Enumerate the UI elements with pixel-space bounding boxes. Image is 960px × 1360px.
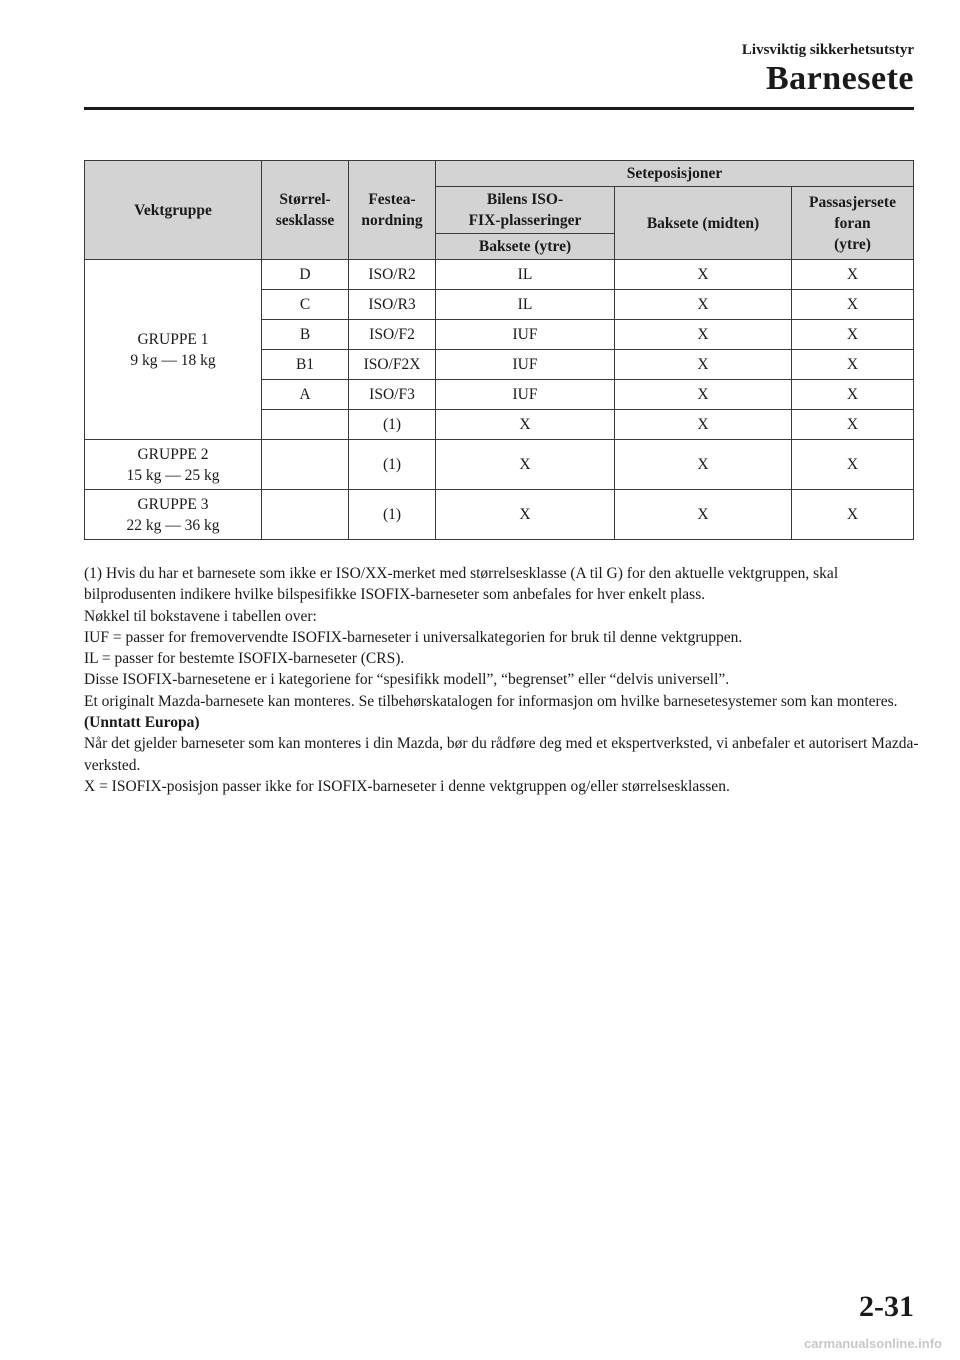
cell-festeanordning: (1)	[349, 410, 436, 440]
cell-festeanordning: ISO/R3	[349, 290, 436, 320]
cell-baksete-ytre: X	[436, 410, 615, 440]
cell-passasjersete-foran: X	[792, 490, 914, 540]
cell-festeanordning: ISO/F3	[349, 380, 436, 410]
cell-passasjersete-foran: X	[792, 290, 914, 320]
watermark: carmanualsonline.info	[804, 1336, 942, 1351]
cell-storrelsesklasse: C	[262, 290, 349, 320]
cell-baksete-midten: X	[615, 260, 792, 290]
note-paragraph: Nøkkel til bokstavene i tabellen over:	[84, 607, 317, 625]
notes	[84, 563, 919, 797]
note-paragraph: (1) Hvis du har et barnesete som ikke er ISO/XX-merket med størrelsesklasse (A til G) for den aktuelle vektgruppen, skal bilprodusenten indikere hvilke bilspesifikke ISOFIX-barneseter som anbefales for hver enkelt plass.	[84, 565, 839, 604]
cell-passasjersete-foran: X	[792, 440, 914, 490]
header-seteposisjoner: Seteposisjoner	[436, 161, 914, 187]
note-paragraph: (Unntatt Europa)	[84, 714, 200, 732]
cell-storrelsesklasse: B	[262, 320, 349, 350]
cell-passasjersete-foran: X	[792, 260, 914, 290]
cell-storrelsesklasse: B1	[262, 350, 349, 380]
cell-baksete-midten: X	[615, 490, 792, 540]
cell-baksete-midten: X	[615, 320, 792, 350]
cell-baksete-ytre: IUF	[436, 380, 615, 410]
cell-baksete-ytre: IUF	[436, 320, 615, 350]
table-row	[85, 490, 914, 540]
note-paragraph: X = ISOFIX-posisjon passer ikke for ISOFIX-barneseter i denne vektgruppen og/eller størrelsesklassen.	[84, 777, 730, 795]
cell-vektgruppe: GRUPPE 1 9 kg ― 18 kg	[85, 260, 262, 440]
cell-baksete-midten: X	[615, 410, 792, 440]
cell-baksete-ytre: IL	[436, 290, 615, 320]
cell-festeanordning: (1)	[349, 440, 436, 490]
table-row	[85, 260, 914, 290]
table-row	[85, 440, 914, 490]
cell-storrelsesklasse	[262, 410, 349, 440]
header-bilens-isofix: Bilens ISO- FIX-plasseringer	[436, 187, 615, 234]
cell-festeanordning: (1)	[349, 490, 436, 540]
note-paragraph: IUF = passer for fremovervendte ISOFIX-barneseter i universalkategorien for bruk til denne vektgruppen.	[84, 628, 743, 646]
cell-festeanordning: ISO/R2	[349, 260, 436, 290]
page-title: Barnesete	[765, 60, 914, 97]
note-paragraph: Når det gjelder barneseter som kan monteres i din Mazda, bør du rådføre deg med et ekspertverksted, vi anbefaler et autorisert Mazda-verksted.	[84, 735, 919, 774]
cell-festeanordning: ISO/F2	[349, 320, 436, 350]
header-baksete-ytre: Baksete (ytre)	[436, 234, 615, 260]
note-paragraph: Et originalt Mazda-barnesete kan monteres. Se tilbehørskatalogen for informasjon om hvilke barnesetesystemer som kan monteres.	[84, 692, 898, 710]
cell-baksete-midten: X	[615, 350, 792, 380]
header-baksete-midten: Baksete (midten)	[615, 187, 792, 260]
cell-festeanordning: ISO/F2X	[349, 350, 436, 380]
header-storrelsesklasse: Størrel- sesklasse	[262, 161, 349, 260]
cell-passasjersete-foran: X	[792, 350, 914, 380]
cell-vektgruppe: GRUPPE 3 22 kg ― 36 kg	[85, 490, 262, 540]
cell-baksete-ytre: X	[436, 440, 615, 490]
header-festeanordning: Festea- nordning	[349, 161, 436, 260]
cell-passasjersete-foran: X	[792, 320, 914, 350]
cell-vektgruppe: GRUPPE 2 15 kg ― 25 kg	[85, 440, 262, 490]
header-vektgruppe: Vektgruppe	[85, 161, 262, 260]
page-number: 2-31	[859, 1290, 914, 1323]
cell-baksete-midten: X	[615, 440, 792, 490]
header-rule	[84, 107, 914, 110]
note-paragraph: Disse ISOFIX-barnesetene er i kategoriene for “spesifikk modell”, “begrenset” eller “delvis universell”.	[84, 671, 730, 689]
cell-baksete-midten: X	[615, 290, 792, 320]
section-label: Livsviktig sikkerhetsutstyr	[741, 42, 914, 58]
note-paragraph: IL = passer for bestemte ISOFIX-barneseter (CRS).	[84, 650, 405, 668]
isofix-table	[84, 160, 914, 540]
cell-baksete-ytre: IL	[436, 260, 615, 290]
cell-baksete-ytre: X	[436, 490, 615, 540]
header-passasjersete-foran: Passasjersete foran (ytre)	[792, 187, 914, 260]
cell-storrelsesklasse: A	[262, 380, 349, 410]
cell-passasjersete-foran: X	[792, 410, 914, 440]
cell-baksete-ytre: IUF	[436, 350, 615, 380]
cell-storrelsesklasse: D	[262, 260, 349, 290]
cell-passasjersete-foran: X	[792, 380, 914, 410]
cell-storrelsesklasse	[262, 440, 349, 490]
cell-storrelsesklasse	[262, 490, 349, 540]
table-body	[85, 260, 914, 540]
cell-baksete-midten: X	[615, 380, 792, 410]
